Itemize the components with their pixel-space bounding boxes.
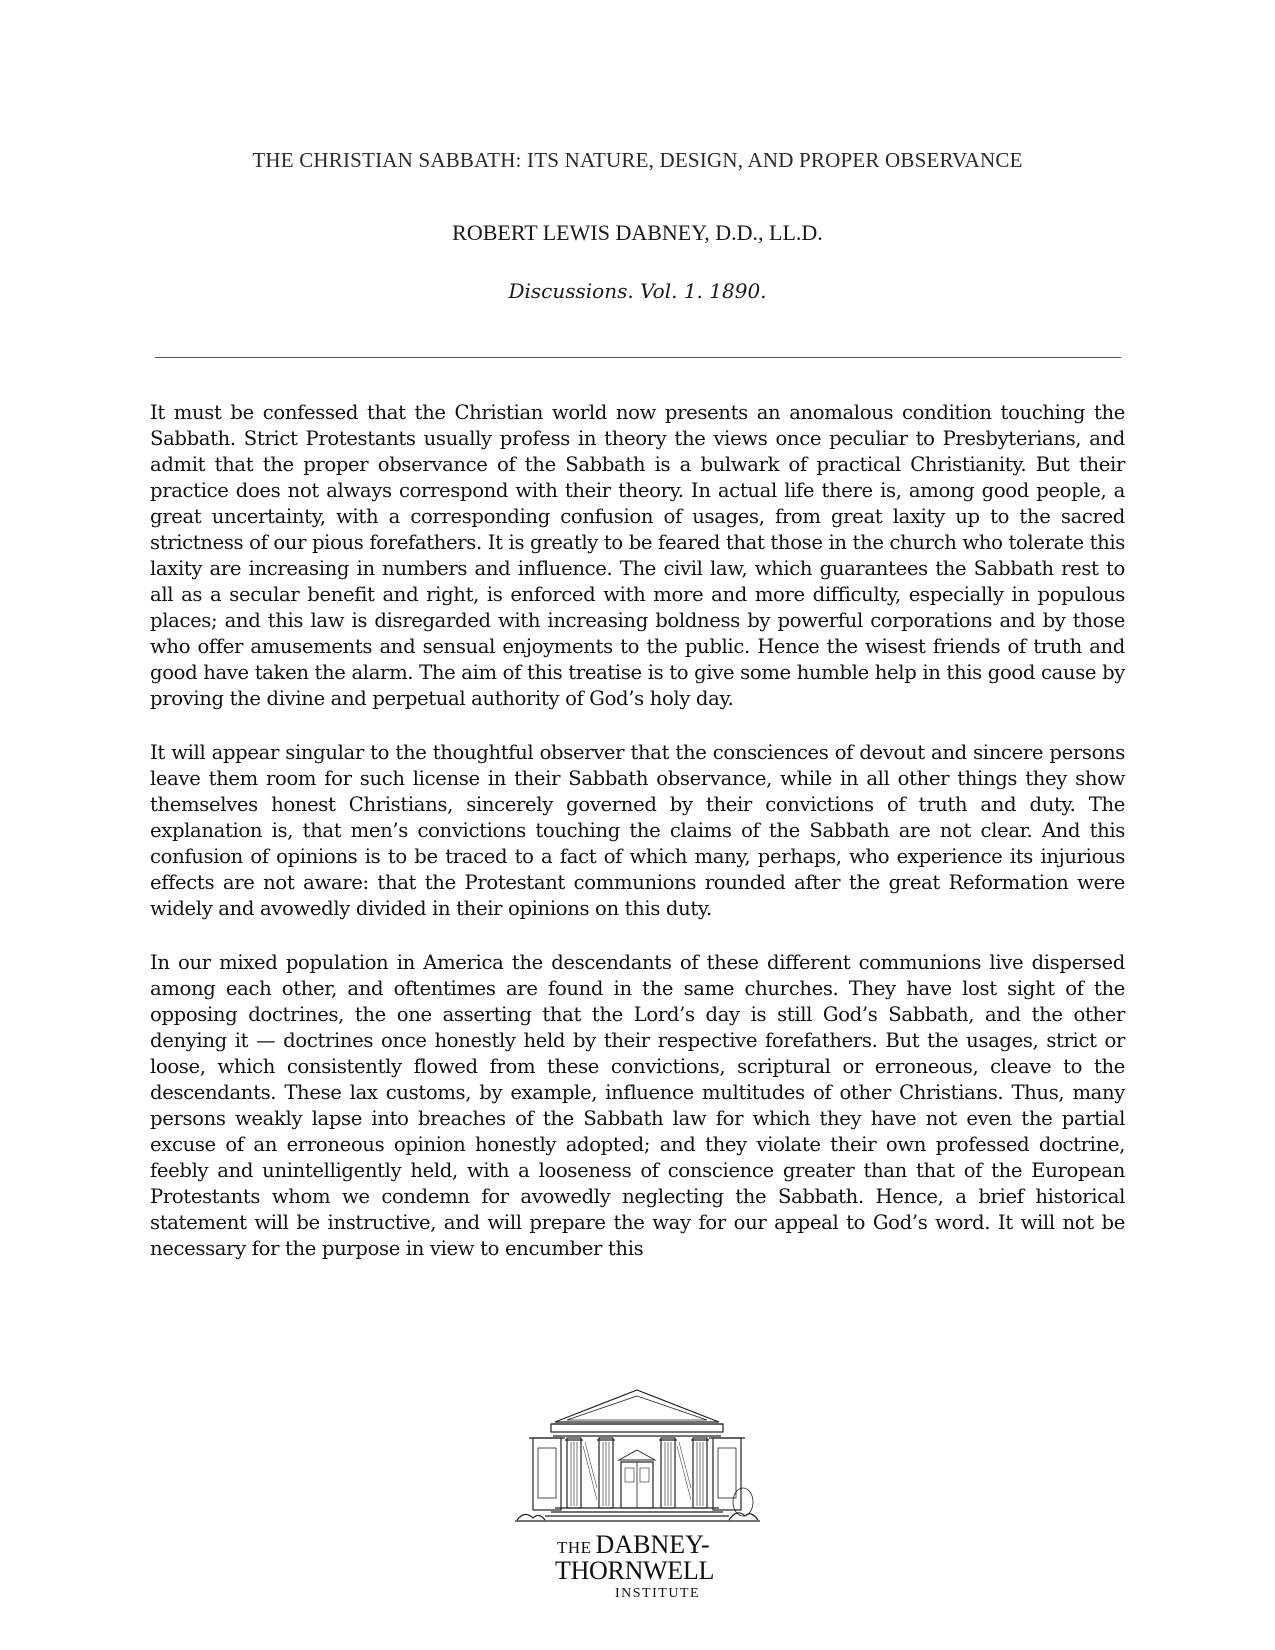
paragraph-2: It will appear singular to the thoughtful observer that the consciences of devout and sincere persons leave them room for such license in their Sabbath observance, while in all other things they show themselves honest Christians, sincerely governed by their convictions of truth and duty. The explanation is, that men’s convictions touching the claims of the Sabbath are not clear. And this confusion of opinions is to be traced to a fact of which many, perhaps, who experience its injurious effects are not aware: that the Protestant communions rounded after the great Reformation were widely and avowedly divided in their opinions on this duty. xyxy=(150,741,1125,920)
logo-dabney: DABNEY- xyxy=(595,1530,710,1559)
header-divider xyxy=(155,357,1121,358)
institute-logo xyxy=(515,1380,760,1601)
document-author: ROBERT LEWIS DABNEY, D.D., LL.D. xyxy=(452,220,823,245)
logo-the: THE xyxy=(557,1538,592,1557)
paragraph-1: It must be confessed that the Christian world now presents an anomalous condition touching the Sabbath. Strict Protestants usually profess in theory the views once peculiar to Presbyterians, and admit that the proper observance of the Sabbath is a bulwark of practical Christianity. But their practice does not always correspond with their theory. In actual life there is, among good people, a great uncertainty, with a corresponding confusion of usages, from great laxity up to the sacred strictness of our pious forefathers. It is greatly to be feared that those in the church who tolerate this laxity are increasing in numbers and influence. The civil law, which guarantees the Sabbath rest to all as a secular benefit and right, is enforced with more and more difficulty, especially in populous places; and this law is disregarded with increasing boldness by powerful corporations and by those who offer amusements and sensual enjoyments to the public. Hence the wisest friends of truth and good have taken the alarm. The aim of this treatise is to give some humble help in this good cause by proving the divine and perpetual authority of God’s holy day. xyxy=(150,401,1125,710)
logo-institute: INSTITUTE xyxy=(615,1586,701,1601)
paragraph-3: In our mixed population in America the descendants of these different communions live dispersed among each other, and oftentimes are found in the same churches. They have lost sight of the opposing doctrines, the one asserting that the Lord’s day is still God’s Sabbath, and the other denying it — doctrines once honestly held by their respective forefathers. But the usages, strict or loose, which consistently flowed from these convictions, scriptural or erroneous, cleave to the descendants. These lax customs, by example, influence multitudes of other Christians. Thus, many persons weakly lapse into breaches of the Sabbath law for which they have not even the partial excuse of an erroneous opinion honestly adopted; and they violate their own professed doctrine, feebly and unintelligently held, with a looseness of conscience greater than that of the European Protestants whom we condemn for avowedly neglecting the Sabbath. Hence, a brief historical statement will be instructive, and will prepare the way for our appeal to God’s word. It will not be necessary for the purpose in view to encumber this xyxy=(150,951,1125,1260)
document-body xyxy=(150,400,1125,1290)
document-title: THE CHRISTIAN SABBATH: ITS NATURE, DESIGN, AND PROPER OBSERVANCE xyxy=(252,148,1023,172)
logo-thornwell: THORNWELL xyxy=(555,1556,715,1585)
document-source: Discussions. Vol. 1. 1890. xyxy=(508,279,767,303)
building-illustration-icon xyxy=(515,1380,760,1530)
